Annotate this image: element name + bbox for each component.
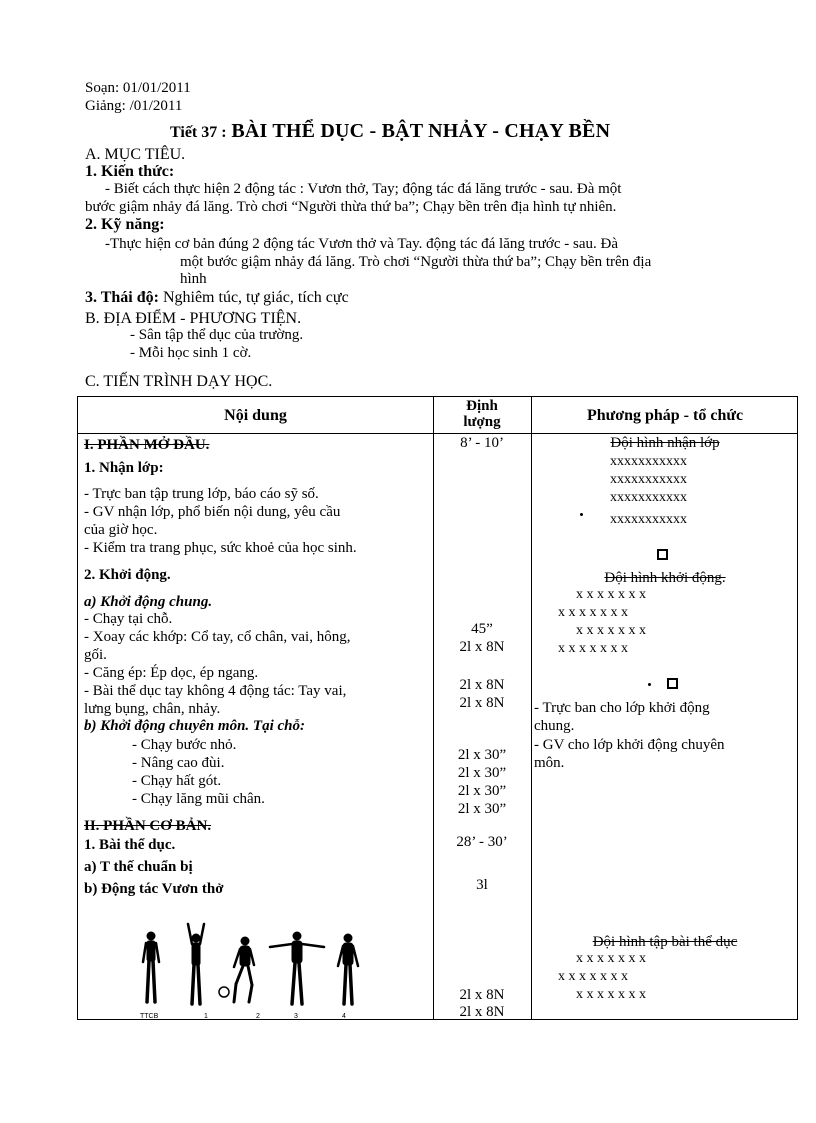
page-title xyxy=(170,120,610,143)
title-main: BÀI THỂ DỤC - BẬT NHẢY - CHẠY BỀN xyxy=(231,120,611,142)
section-a-heading: A. MỤC TIÊU. xyxy=(85,146,186,163)
quantity-30-c: 2l x 30” xyxy=(457,783,507,799)
attitude-text: Nghiêm túc, tự giác, tích cực xyxy=(158,289,349,306)
knowledge-line-1: - Biết cách thực hiện 2 động tác : Vươn thở, Tay; động tác đá lăng trước - sau. Đà một xyxy=(105,181,622,197)
col-header-quantity-line2: lượng xyxy=(463,414,501,430)
quantity-2l8n-e: 2l x 8N xyxy=(459,1004,505,1020)
formation-row-4: xxxxxxxxxxx xyxy=(610,512,687,527)
vuon-tho-heading: b) Động tác Vươn thở xyxy=(84,881,224,897)
knowledge-heading: 1. Kiến thức: xyxy=(85,163,175,180)
kd-item-2b: gối. xyxy=(84,647,107,663)
cm-item-4: - Chạy lăng mũi chân. xyxy=(132,791,265,807)
kd-item-1: - Chạy tại chỗ. xyxy=(84,611,173,627)
kd-item-4b: lưng bụng, chân, nhảy. xyxy=(84,701,221,717)
skill-line-1: -Thực hiện cơ bản đúng 2 động tác Vươn thở và Tay. động tác đá lăng trước - sau. Đà xyxy=(105,236,618,252)
quantity-2l8n-d: 2l x 8N xyxy=(459,987,505,1003)
x-row-a: x x x x x x x xyxy=(576,587,646,602)
exercise-figure xyxy=(134,922,374,1020)
x-row-b: x x x x x x x xyxy=(558,605,628,620)
nhan-lop-item-2b: của giờ học. xyxy=(84,522,158,538)
kd-chung-heading: a) Khởi động chung. xyxy=(84,594,213,610)
khoi-dong-heading: 2. Khởi động. xyxy=(84,567,171,583)
figure-label-ttcb: TTCB xyxy=(140,1013,159,1020)
kd-item-4a: - Bài thể dục tay không 4 động tác: Tay vai, xyxy=(84,683,347,699)
attitude-heading: 3. Thái độ: xyxy=(85,289,159,306)
part-1-time: 8’ - 10’ xyxy=(460,435,504,451)
part-2-heading: II. PHẦN CƠ BẢN. xyxy=(84,818,212,834)
method-btd-caption: Đội hình tập bài thể dục xyxy=(592,934,738,950)
method-nhan-lop-caption: Đội hình nhận lớp xyxy=(610,435,720,451)
quantity-3l: 3l xyxy=(476,877,488,893)
quantity-2l8n-a: 2l x 8N xyxy=(459,639,505,655)
date-prepared: Soạn: 01/01/2011 xyxy=(85,80,191,96)
teacher-dot-icon xyxy=(580,513,583,516)
x-row-f: x x x x x x x xyxy=(558,969,628,984)
col-header-method: Phương pháp - tổ chức xyxy=(586,407,744,424)
col-header-content: Nội dung xyxy=(224,407,287,424)
tu-the-heading: a) T thế chuẩn bị xyxy=(84,859,193,875)
section-c-heading: C. TIẾN TRÌNH DẠY HỌC. xyxy=(85,373,273,390)
formation-row-1: xxxxxxxxxxx xyxy=(610,454,687,469)
formation-row-3: xxxxxxxxxxx xyxy=(610,490,687,505)
method-note-1b: chung. xyxy=(534,718,575,734)
teacher-dot-icon-2 xyxy=(648,683,651,686)
method-note-1a: - Trực ban cho lớp khởi động xyxy=(534,700,710,716)
col-header-quantity xyxy=(433,398,531,430)
method-note-2b: môn. xyxy=(534,755,565,771)
quantity-30-b: 2l x 30” xyxy=(457,765,507,781)
part-2-time: 28’ - 30’ xyxy=(456,834,508,850)
figure-label-3: 3 xyxy=(294,1013,298,1020)
btd-heading: 1. Bài thể dục. xyxy=(84,837,176,853)
figure-label-1: 1 xyxy=(204,1013,208,1020)
quantity-30-a: 2l x 30” xyxy=(457,747,507,763)
kd-item-2a: - Xoay các khớp: Cổ tay, cổ chân, vai, hông, xyxy=(84,629,351,645)
date-taught: Giảng: /01/2011 xyxy=(85,98,183,114)
location-item-2: - Mỗi học sinh 1 cờ. xyxy=(130,345,252,361)
nhan-lop-item-3: - Kiểm tra trang phục, sức khoẻ của học sinh. xyxy=(84,540,357,556)
title-prefix: Tiết 37 : xyxy=(170,124,227,141)
x-row-c: x x x x x x x xyxy=(576,623,646,638)
col-header-quantity-line1: Định xyxy=(466,398,498,414)
nhan-lop-item-1: - Trực ban tập trung lớp, báo cáo sỹ số. xyxy=(84,486,319,502)
teacher-flag-icon-2 xyxy=(667,678,678,689)
attitude-line xyxy=(85,289,349,307)
method-note-2a: - GV cho lớp khởi động chuyên xyxy=(534,737,725,753)
quantity-45: 45” xyxy=(471,621,493,637)
figure-3 xyxy=(270,932,324,1004)
quantity-2l8n-b: 2l x 8N xyxy=(459,677,505,693)
figure-ttcb xyxy=(143,932,159,1002)
section-b-heading: B. ĐỊA ĐIỂM - PHƯƠNG TIỆN. xyxy=(85,310,302,327)
skill-line-2: một bước giậm nhảy đá lăng. Trò chơi “Người thừa thứ ba”; Chạy bền trên địa xyxy=(180,254,652,270)
column-divider-2 xyxy=(531,397,532,1019)
cm-item-2: - Nâng cao đùi. xyxy=(132,755,225,771)
x-row-d: x x x x x x x xyxy=(558,641,628,656)
figure-label-2: 2 xyxy=(256,1013,260,1020)
header-divider xyxy=(78,433,797,434)
skill-heading: 2. Kỹ năng: xyxy=(85,216,165,233)
nhan-lop-heading: 1. Nhận lớp: xyxy=(84,460,164,476)
nhan-lop-item-2a: - GV nhận lớp, phổ biến nội dung, yêu cầu xyxy=(84,504,341,520)
location-item-1: - Sân tập thể dục của trường. xyxy=(130,327,304,343)
figure-2 xyxy=(219,937,254,1002)
method-kd-caption: Đội hình khởi động. xyxy=(604,570,726,586)
figure-label-4: 4 xyxy=(342,1013,346,1020)
figure-4 xyxy=(338,934,358,1004)
skill-line-3: hình xyxy=(180,271,207,287)
figure-1 xyxy=(188,924,204,1004)
cm-item-1: - Chạy bước nhỏ. xyxy=(132,737,237,753)
knowledge-line-2: bước giậm nhảy đá lăng. Trò chơi “Người thừa thứ ba”; Chạy bền trên địa hình tự nhiên. xyxy=(85,199,617,215)
x-row-e: x x x x x x x xyxy=(576,951,646,966)
teacher-flag-icon xyxy=(657,549,668,560)
lesson-table xyxy=(77,396,798,1020)
kd-item-3: - Căng ép: Ép dọc, ép ngang. xyxy=(84,665,259,681)
formation-row-2: xxxxxxxxxxx xyxy=(610,472,687,487)
quantity-30-d: 2l x 30” xyxy=(457,801,507,817)
cm-item-3: - Chạy hất gót. xyxy=(132,773,222,789)
kd-cm-heading: b) Khởi động chuyên môn. Tại chỗ: xyxy=(84,718,305,734)
part-1-heading: I. PHẦN MỞ ĐẦU. xyxy=(84,437,210,453)
x-row-g: x x x x x x x xyxy=(576,987,646,1002)
quantity-2l8n-c: 2l x 8N xyxy=(459,695,505,711)
